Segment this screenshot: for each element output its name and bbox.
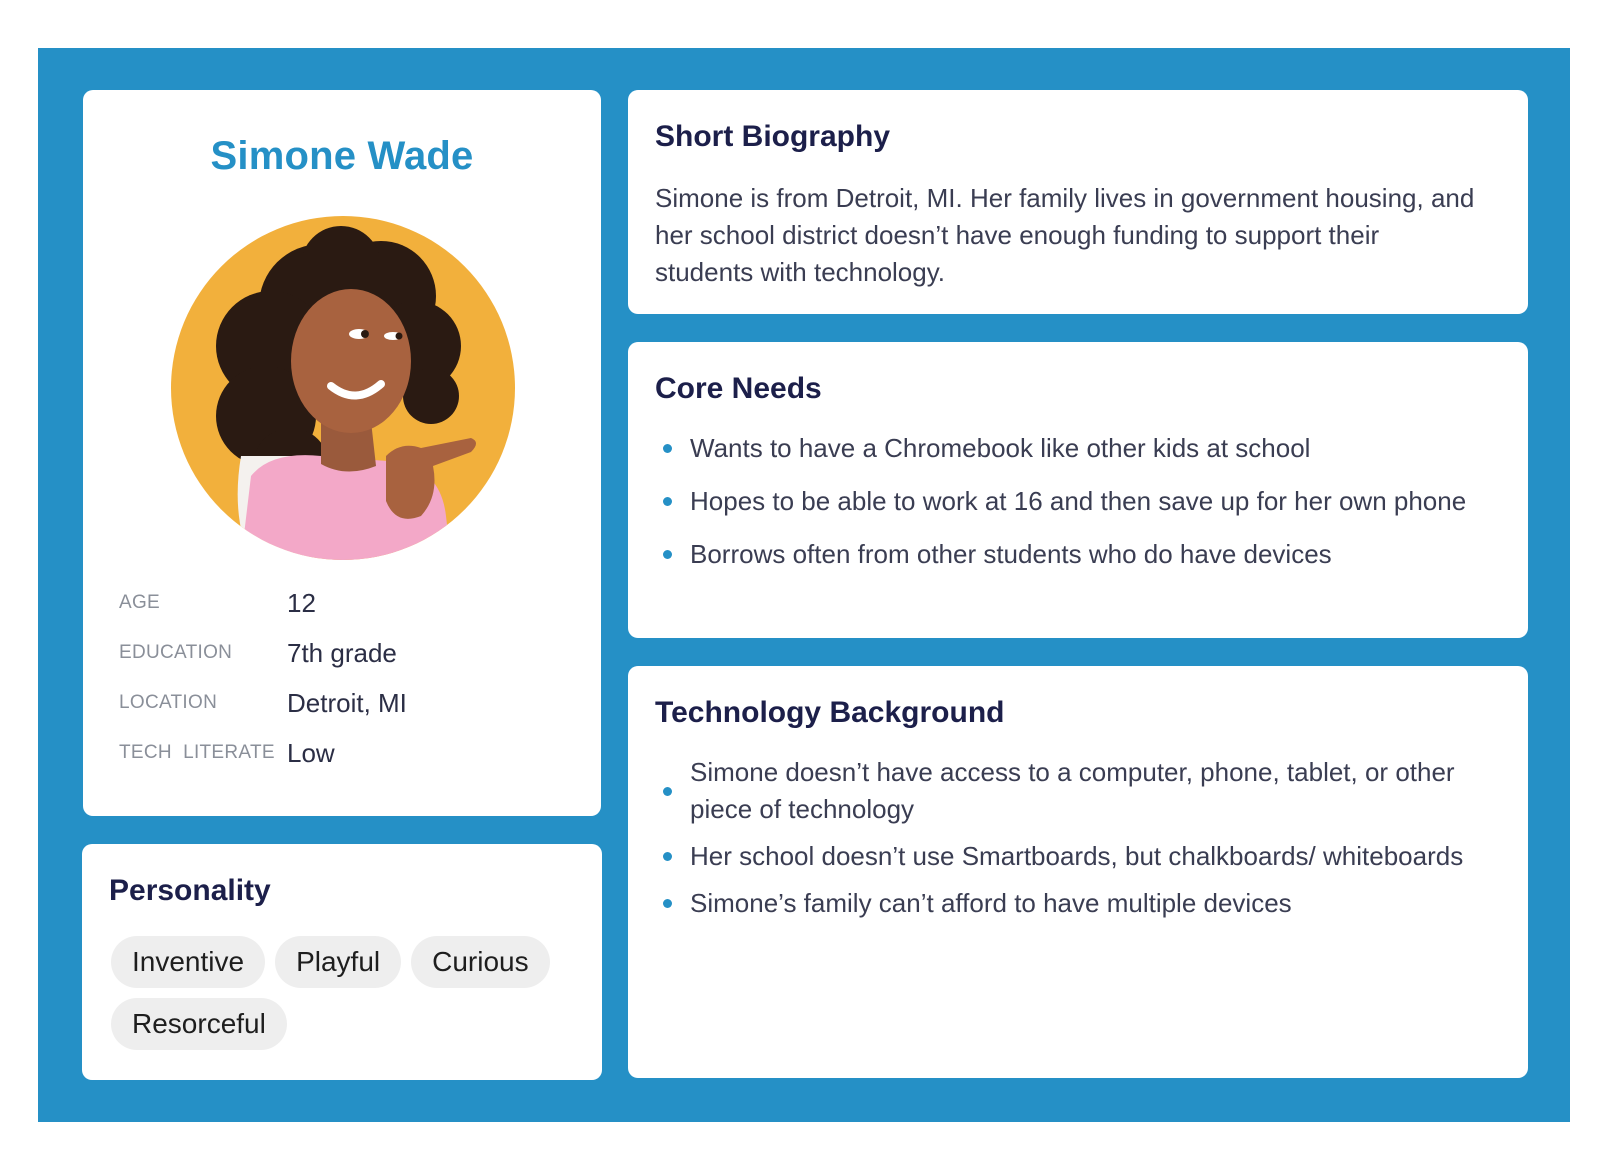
persona-photo-illustration	[171, 216, 515, 560]
core-needs-card	[628, 342, 1528, 638]
biography-text: Simone is from Detroit, MI. Her family lives in government housing, and her school district doesn’t have enough funding to support their students with technology.	[655, 183, 1475, 287]
fact-row-age	[119, 578, 579, 628]
list-item-text: Simone’s family can’t afford to have multiple devices	[690, 888, 1292, 918]
persona-name: Simone Wade	[210, 134, 474, 178]
fact-row-location	[119, 678, 579, 728]
core-needs-list	[655, 430, 1495, 589]
fact-row-education	[119, 628, 579, 678]
technology-background-title: Technology Background	[655, 696, 1005, 729]
fact-label: AGE	[119, 592, 161, 613]
list-item-text: Her school doesn’t use Smartboards, but chalkboards/ whiteboards	[690, 841, 1464, 871]
biography-title: Short Biography	[655, 120, 891, 153]
list-item	[655, 885, 1495, 922]
list-item-text: Simone doesn’t have access to a computer, phone, tablet, or other piece of technology	[690, 757, 1455, 824]
technology-background-list	[655, 754, 1495, 932]
technology-background-card	[628, 666, 1528, 1078]
trait-chip: Inventive	[111, 936, 265, 988]
fact-label: LOCATION	[119, 692, 218, 713]
bullet-icon	[663, 444, 672, 453]
fact-label: EDUCATION	[119, 642, 233, 663]
fact-value: Low	[287, 737, 335, 768]
bullet-icon	[663, 550, 672, 559]
trait-chips	[111, 936, 581, 1050]
fact-value: 7th grade	[287, 637, 397, 668]
list-item	[655, 483, 1495, 520]
profile-card	[83, 90, 601, 816]
list-item	[655, 536, 1495, 573]
list-item-text: Hopes to be able to work at 16 and then save up for her own phone	[690, 486, 1467, 516]
bullet-icon	[663, 852, 672, 861]
profile-facts	[119, 578, 579, 778]
trait-chip: Playful	[275, 936, 401, 988]
trait-chip: Resorceful	[111, 998, 287, 1050]
personality-title: Personality	[109, 874, 271, 907]
bullet-icon	[663, 787, 672, 796]
personality-card	[82, 844, 602, 1080]
list-item	[655, 754, 1495, 828]
list-item	[655, 430, 1495, 467]
list-item-text: Wants to have a Chromebook like other kids at school	[690, 433, 1311, 463]
bullet-icon	[663, 497, 672, 506]
core-needs-title: Core Needs	[655, 372, 822, 405]
biography-card	[628, 90, 1528, 314]
fact-value: 12	[287, 587, 316, 618]
persona-board	[38, 48, 1570, 1122]
fact-label: TECH LITERATE	[119, 742, 275, 763]
fact-value: Detroit, MI	[287, 687, 407, 718]
bullet-icon	[663, 899, 672, 908]
fact-row-tech-literate	[119, 728, 579, 778]
list-item	[655, 838, 1495, 875]
persona-photo	[171, 216, 515, 560]
trait-chip: Curious	[411, 936, 549, 988]
list-item-text: Borrows often from other students who do have devices	[690, 539, 1332, 569]
